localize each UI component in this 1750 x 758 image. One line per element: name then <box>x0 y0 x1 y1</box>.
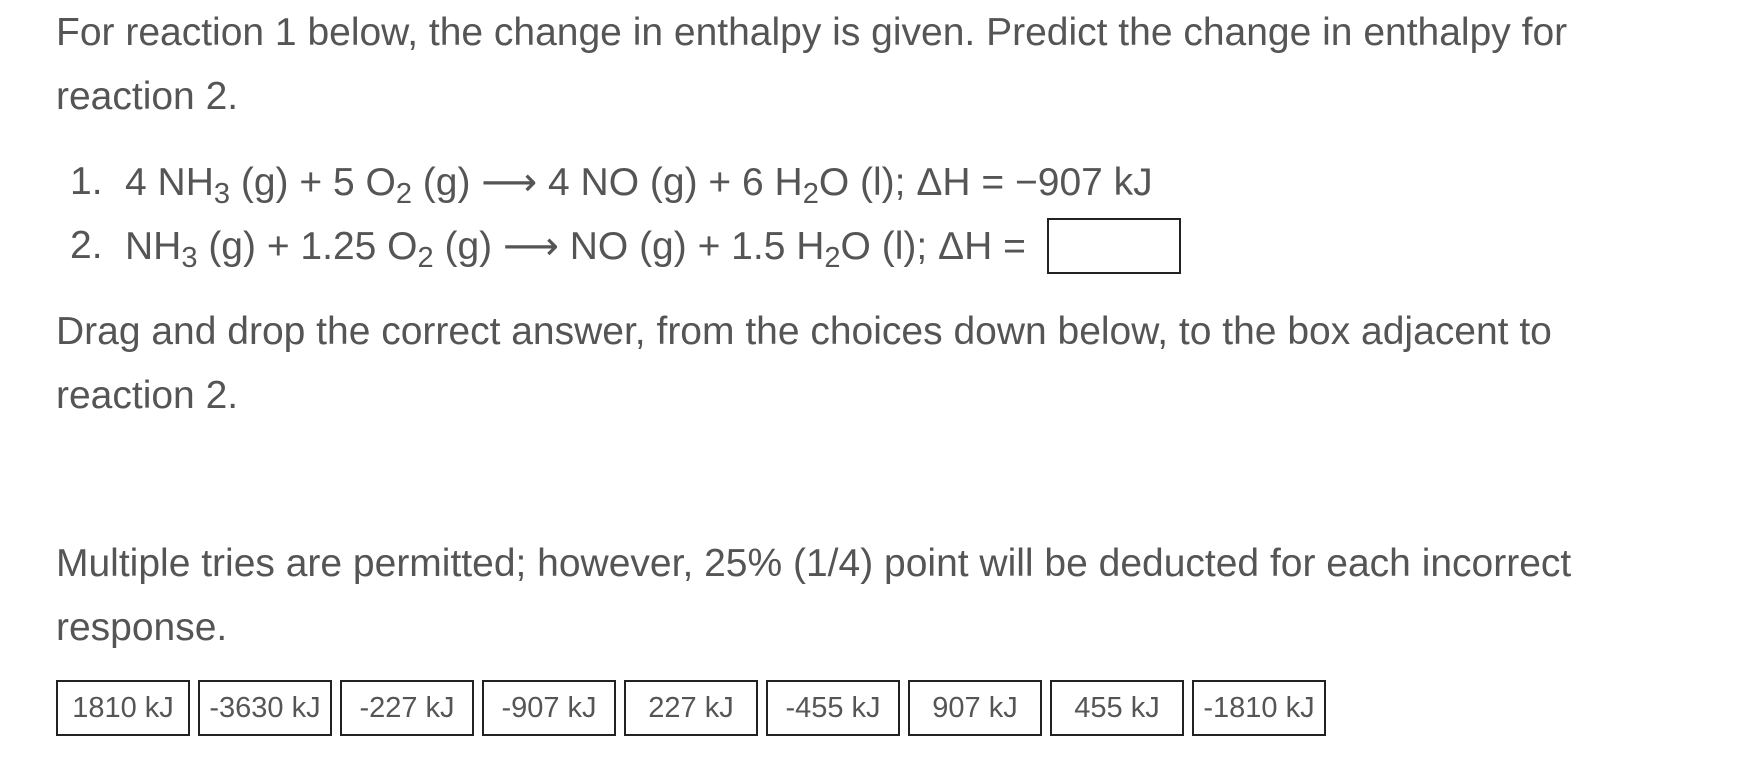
reaction-1 <box>70 150 1181 214</box>
subscript: 3 <box>213 177 230 210</box>
choice-neg-907[interactable]: -907 kJ <box>482 680 616 736</box>
equation-text: (g) + 5 O <box>230 160 396 204</box>
answer-choices <box>56 680 1326 736</box>
equation-text: 4 NH <box>125 160 214 204</box>
reaction-number: 2. <box>70 224 103 267</box>
choice-neg-3630[interactable]: -3630 kJ <box>198 680 332 736</box>
choice-455[interactable]: 455 kJ <box>1050 680 1184 736</box>
subscript: 2 <box>802 177 819 210</box>
drag-instruction: Drag and drop the correct answer, from the choices down below, to the box adjacent to reaction 2. <box>56 310 1552 417</box>
tries-instruction: Multiple tries are permitted; however, 25% (1/4) point will be deducted for each incorrect response. <box>56 542 1572 649</box>
reaction-number: 1. <box>70 160 103 203</box>
equation-text: (g) ⟶ NO (g) + 1.5 H <box>433 224 825 268</box>
reaction-list <box>70 150 1181 278</box>
equation-text: (g) + 1.25 O <box>197 224 418 268</box>
choice-neg-227[interactable]: -227 kJ <box>340 680 474 736</box>
reaction-2 <box>70 214 1181 278</box>
choice-neg-1810[interactable]: -1810 kJ <box>1192 680 1326 736</box>
choice-1810[interactable]: 1810 kJ <box>56 680 190 736</box>
equation-text: (g) ⟶ 4 NO (g) + 6 H <box>411 160 803 204</box>
choice-neg-455[interactable]: -455 kJ <box>766 680 900 736</box>
subscript: 2 <box>824 241 841 274</box>
equation-text: O (l); ΔH = −907 kJ <box>818 160 1153 204</box>
equation-text: O (l); ΔH = <box>840 224 1037 268</box>
reaction-1-equation <box>125 160 1153 210</box>
subscript: 2 <box>395 177 412 210</box>
intro-text: For reaction 1 below, the change in enthalpy is given. Predict the change in enthalpy for reaction 2. <box>56 11 1568 118</box>
reaction-2-equation <box>125 224 1037 274</box>
answer-drop-box[interactable] <box>1047 218 1181 274</box>
choice-907[interactable]: 907 kJ <box>908 680 1042 736</box>
subscript: 2 <box>417 241 434 274</box>
equation-text: NH <box>125 224 182 268</box>
subscript: 3 <box>181 241 198 274</box>
choice-227[interactable]: 227 kJ <box>624 680 758 736</box>
